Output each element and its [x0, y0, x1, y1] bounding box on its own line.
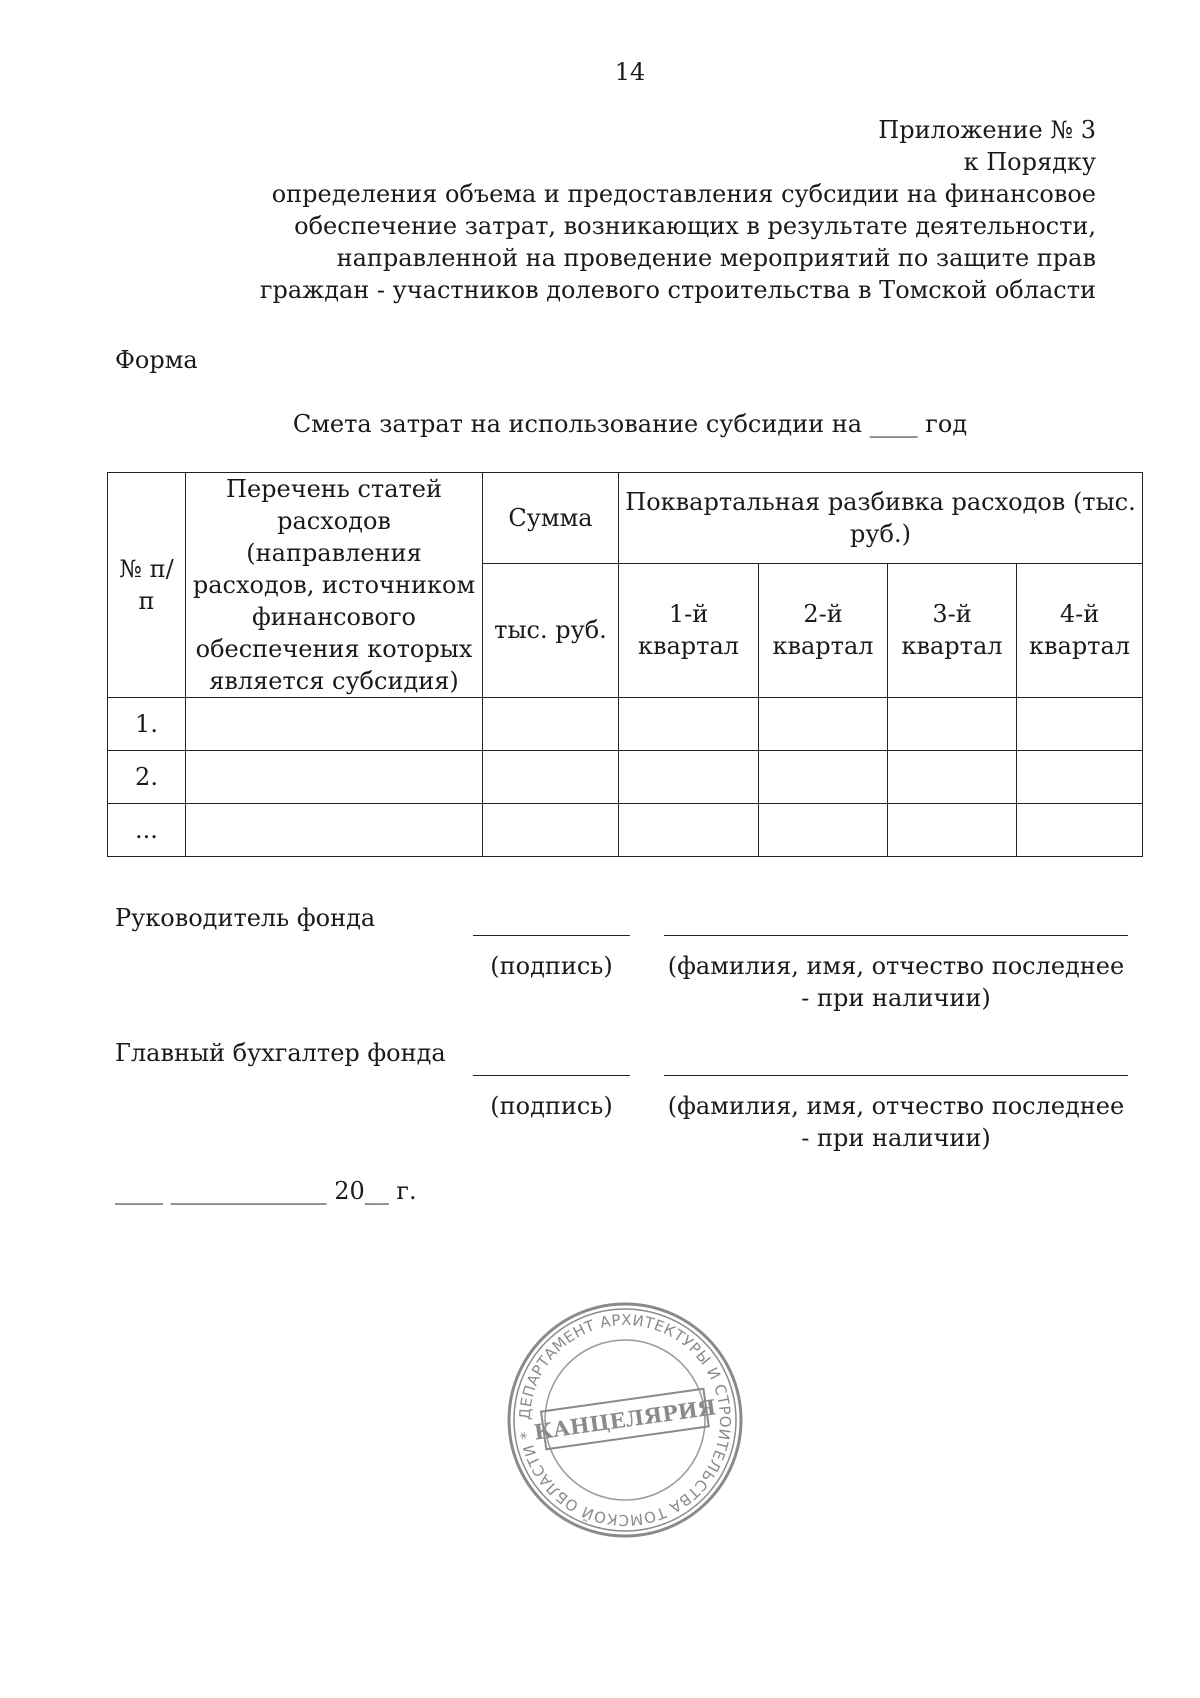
header-sum-unit: тыс. руб.: [483, 563, 619, 697]
table-cell[interactable]: [619, 804, 759, 857]
table-cell[interactable]: [619, 751, 759, 804]
row-number: 2.: [108, 751, 186, 804]
table-cell[interactable]: [759, 751, 888, 804]
header-num: № п/п: [108, 473, 186, 698]
head-signature-caption: (подпись): [490, 952, 613, 980]
table-cell[interactable]: [186, 751, 483, 804]
table-cell[interactable]: [483, 804, 619, 857]
appendix-line: обеспечение затрат, возникающих в результате деятельности,: [294, 212, 1096, 240]
header-quarterly: Поквартальная разбивка расходов (тыс. руб.): [619, 473, 1143, 564]
table-cell[interactable]: [888, 751, 1017, 804]
head-name-line[interactable]: [664, 935, 1128, 936]
appendix-line: направленной на проведение мероприятий по защите прав: [336, 244, 1096, 272]
table-cell[interactable]: [759, 804, 888, 857]
header-quarter: 1-й квартал: [619, 563, 759, 697]
head-label: Руководитель фонда: [115, 904, 376, 932]
header-quarter: 3-й квартал: [888, 563, 1017, 697]
document-title: Смета затрат на использование субсидии на ____ год: [292, 410, 968, 438]
appendix-header: [216, 114, 1096, 306]
table-cell[interactable]: [483, 751, 619, 804]
table-row: [108, 751, 1143, 804]
cost-estimate-table: [107, 472, 1143, 857]
table-cell[interactable]: [186, 804, 483, 857]
accountant-signature-line[interactable]: [473, 1075, 630, 1076]
office-stamp: [505, 1300, 745, 1540]
table-cell[interactable]: [888, 698, 1017, 751]
accountant-name-line[interactable]: [664, 1075, 1128, 1076]
table-cell[interactable]: [186, 698, 483, 751]
accountant-label: Главный бухгалтер фонда: [115, 1039, 446, 1067]
table-cell[interactable]: [483, 698, 619, 751]
table-row: [108, 804, 1143, 857]
date-line: ____ _____________ 20__ г.: [115, 1177, 417, 1205]
appendix-line: Приложение № 3: [878, 116, 1096, 144]
head-name-caption: (фамилия, имя, отчество последнее - при наличии): [667, 952, 1125, 1012]
accountant-name-caption: (фамилия, имя, отчество последнее - при наличии): [667, 1092, 1125, 1152]
table-cell[interactable]: [759, 698, 888, 751]
appendix-line: граждан - участников долевого строительства в Томской области: [259, 276, 1096, 304]
table-cell[interactable]: [1017, 804, 1143, 857]
form-label: Форма: [115, 346, 198, 374]
stamp-center-text: КАНЦЕЛЯРИЯ: [532, 1394, 718, 1445]
table-cell[interactable]: [1017, 698, 1143, 751]
header-items: Перечень статей расходов (направления расходов, источником финансового обеспечения которых является субсидия): [186, 473, 483, 698]
head-signature-line[interactable]: [473, 935, 630, 936]
appendix-line: к Порядку: [963, 148, 1096, 176]
page-number: 14: [614, 58, 646, 86]
accountant-signature-caption: (подпись): [490, 1092, 613, 1120]
header-sum: Сумма: [483, 473, 619, 564]
table-cell[interactable]: [888, 804, 1017, 857]
table-cell[interactable]: [619, 698, 759, 751]
header-quarter: 2-й квартал: [759, 563, 888, 697]
row-number: ...: [108, 804, 186, 857]
table-row: [108, 698, 1143, 751]
row-number: 1.: [108, 698, 186, 751]
appendix-line: определения объема и предоставления субсидии на финансовое: [271, 180, 1096, 208]
header-quarter: 4-й квартал: [1017, 563, 1143, 697]
stamp-ring-text: ДЕПАРТАМЕНТ АРХИТЕКТУРЫ И СТРОИТЕЛЬСТВА ТОМСКОЙ ОБЛАСТИ *: [515, 1310, 735, 1530]
table-cell[interactable]: [1017, 751, 1143, 804]
